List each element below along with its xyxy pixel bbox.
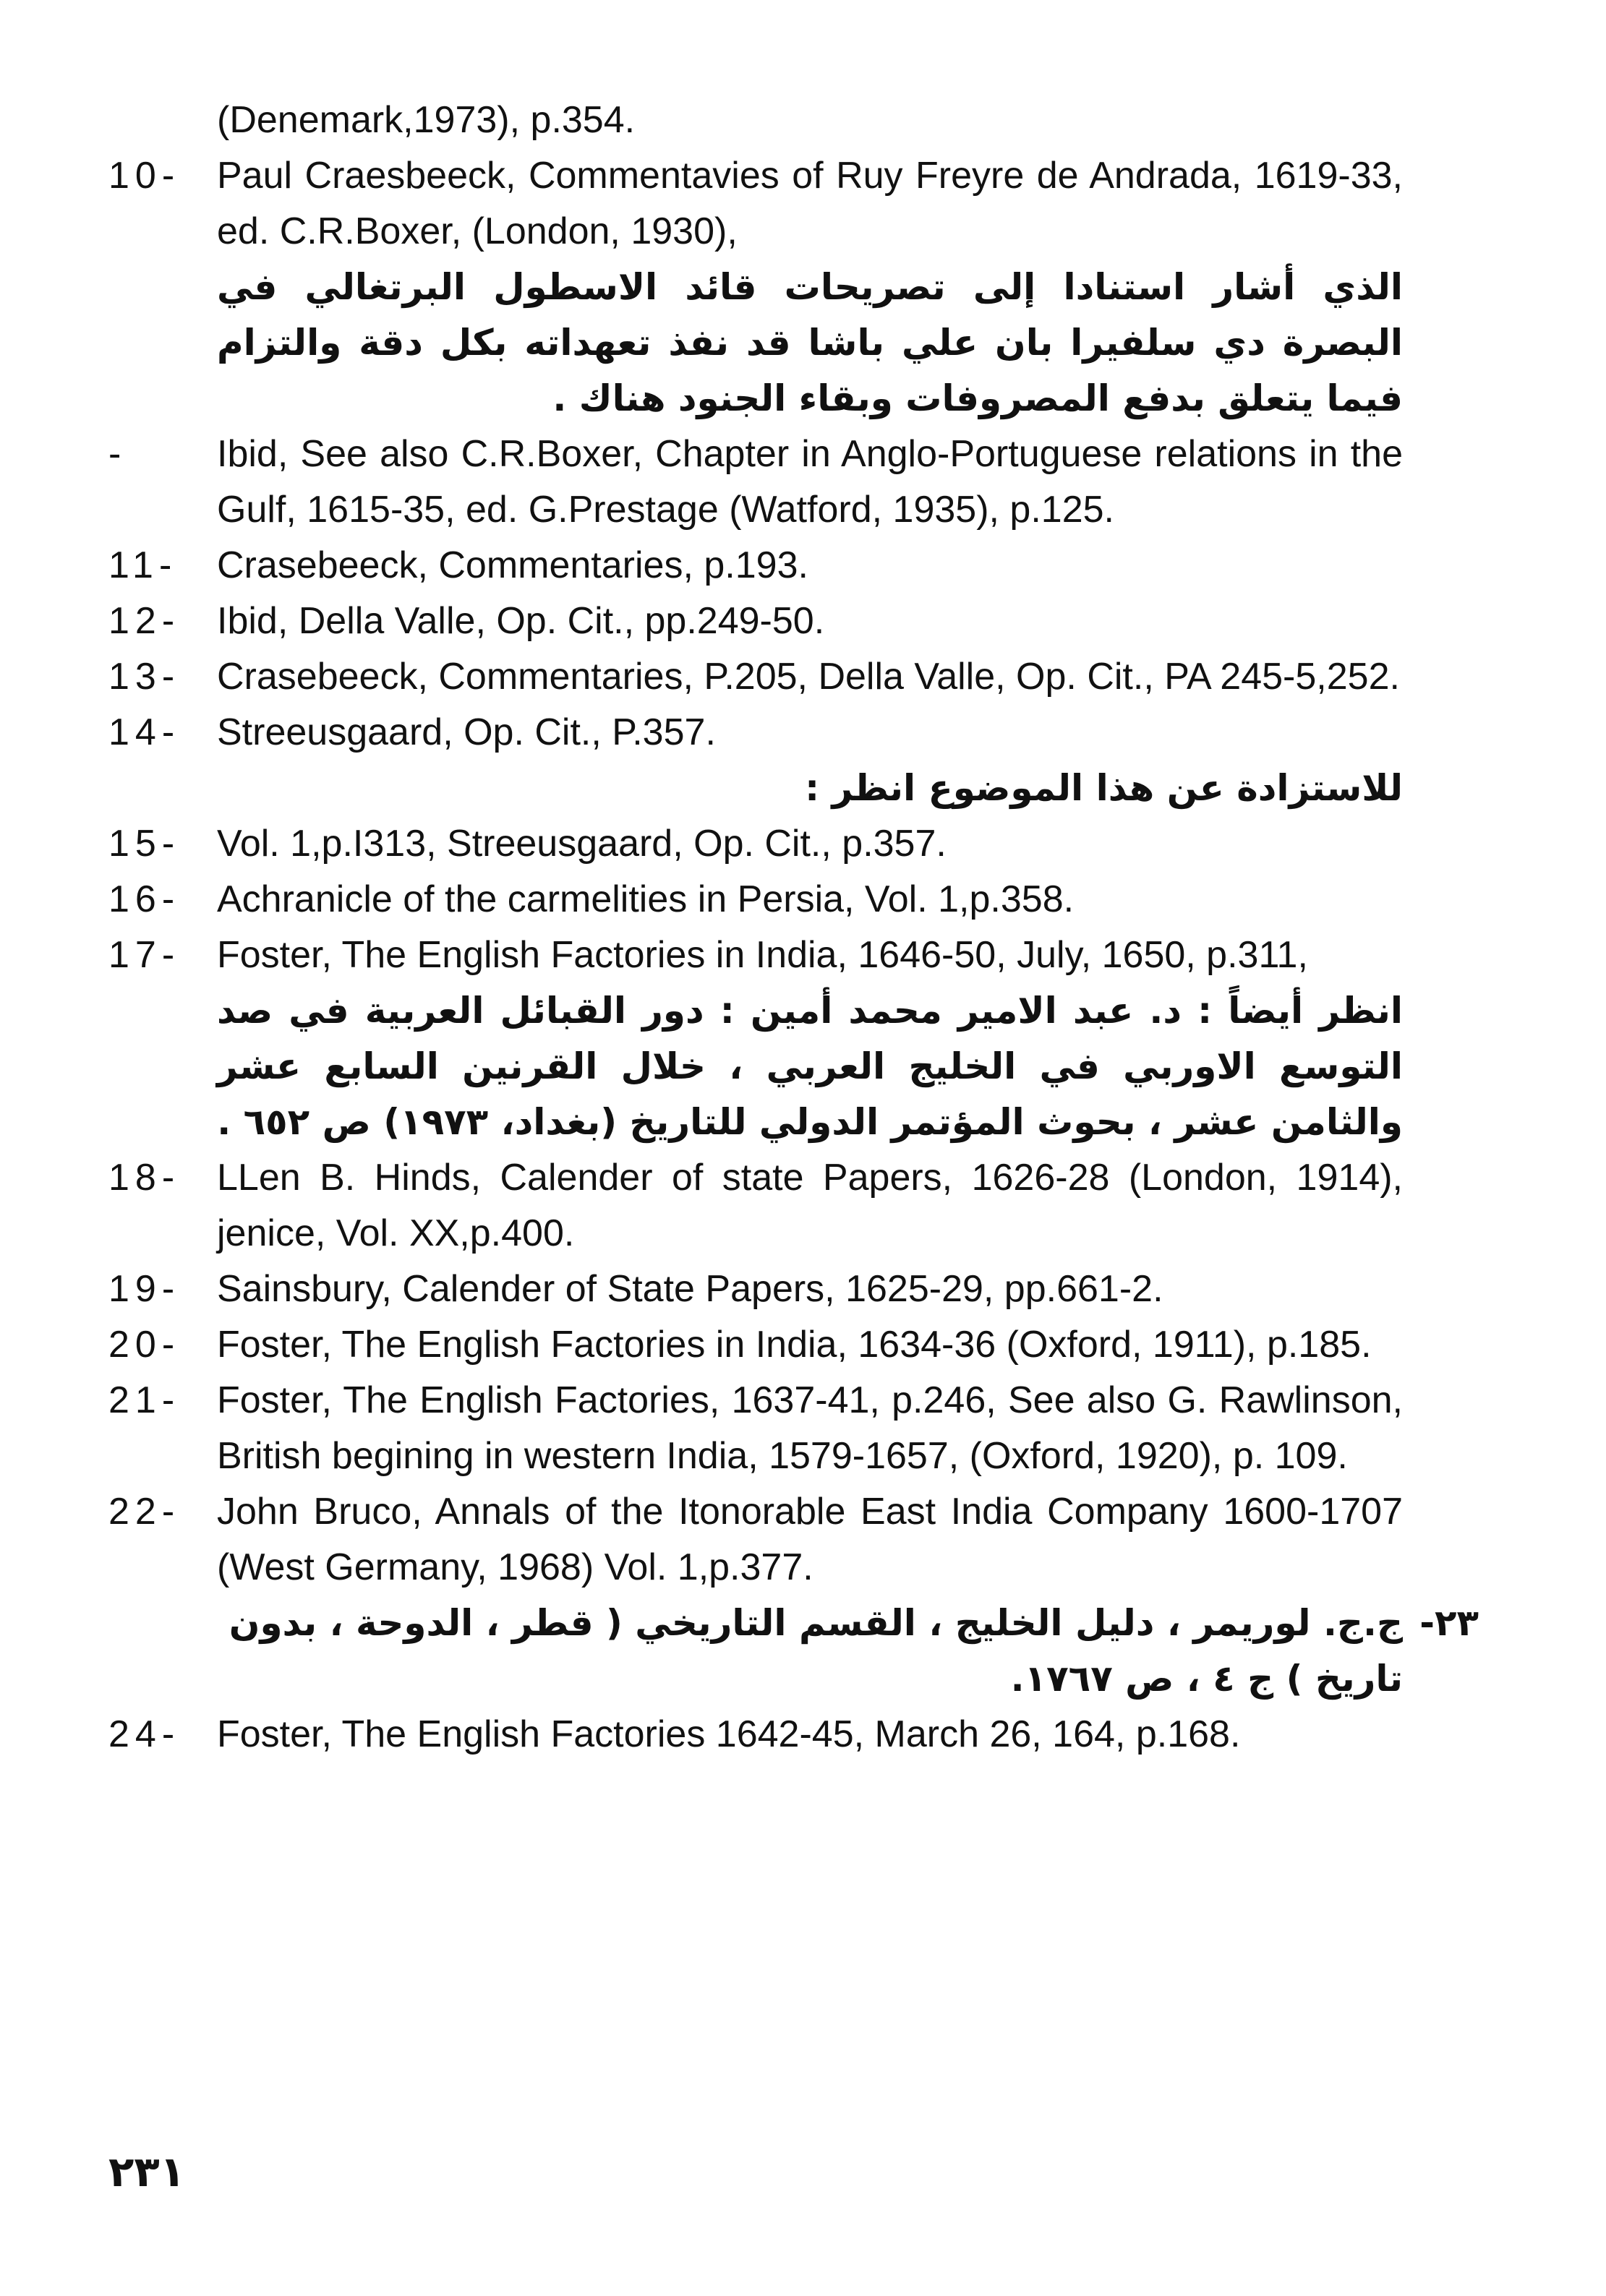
footnote-text: ج.ج. لوريمر ، دليل الخليج ، القسم التاريخي ( قطر ، الدوحة ، بدون تاريخ ) ج ٤ ، ص ١٧٦٧.	[228, 1602, 1403, 1700]
footnote-number: ٢٣-	[1419, 1602, 1479, 1644]
footnote-number: 16-	[108, 878, 181, 920]
footnote-14-arabic-heading: للاستزادة عن هذا الموضوع انظر :	[805, 767, 1403, 809]
footnote-text: Vol. 1,p.I313, Streeusgaard, Op. Cit., p.357.	[217, 823, 947, 865]
footnote-19	[108, 1261, 1403, 1317]
footnote-text: LLen B. Hinds, Calender of state Papers, 1626-28 (London, 1914), jenice, Vol. XX,p.400.	[217, 1157, 1403, 1254]
footnote-text: Foster, The English Factories 1642-45, March 26, 164, p.168.	[217, 1713, 1241, 1755]
footnote-10-arabic-note: الذي أشار استنادا إلى تصريحات قائد الاسطول البرتغالي في البصرة دي سلفيرا بان علي باشا قد نفذ تعهداته بكل دقة والتزام فيما يتعلق بدفع المصروفات وبقاء الجنود هناك .	[217, 266, 1403, 419]
footnote-number: 17-	[108, 934, 181, 976]
footnote-20	[108, 1317, 1403, 1373]
footnote-15	[108, 816, 1403, 872]
footnote-number: 24-	[108, 1713, 181, 1755]
footnote-number: 18-	[108, 1157, 181, 1199]
footnote-17-arabic-note: انظر أيضاً : د. عبد الامير محمد أمين : دور القبائل العربية في صد التوسع الاوربي في الخليج العربي ، خلال القرنين السابع عشر والثامن عشر ، بحوث المؤتمر الدولي للتاريخ (بغداد، ١٩٧٣) ص ٦٥٢ .	[217, 990, 1403, 1143]
footnote-18	[108, 1150, 1403, 1261]
footnote-14	[108, 705, 1403, 761]
footnote-text: Foster, The English Factories in India, 1646-50, July, 1650, p.311,	[217, 934, 1308, 976]
footnote-number: 22-	[108, 1491, 181, 1533]
page-number: ٢٣١	[108, 2147, 186, 2196]
footnote-text: Sainsbury, Calender of State Papers, 1625-29, pp.661-2.	[217, 1268, 1163, 1310]
footnote-number: 14-	[108, 711, 181, 753]
footnote-text: Foster, The English Factories in India, 1634-36 (Oxford, 1911), p.185.	[217, 1324, 1372, 1366]
footnote-number: 10-	[108, 155, 181, 197]
footnotes-list	[108, 93, 1479, 1762]
footnote-21	[108, 1373, 1403, 1484]
footnote-12	[108, 594, 1403, 649]
footnote-continuation	[108, 93, 1403, 148]
footnote-text: Crasebeeck, Commentaries, p.193.	[217, 544, 808, 586]
footnote-16	[108, 872, 1403, 928]
footnote-number: 11-	[108, 544, 178, 586]
footnote-22	[108, 1484, 1403, 1595]
footnote-number: 20-	[108, 1324, 181, 1366]
footnote-13	[108, 649, 1403, 705]
footnote-text: Streeusgaard, Op. Cit., P.357.	[217, 711, 716, 753]
footnote-number: 12-	[108, 600, 181, 642]
footnote-text: Achranicle of the carmelities in Persia, Vol. 1,p.358.	[217, 878, 1075, 920]
footnote-text: (Denemark,1973), p.354.	[217, 99, 636, 141]
footnote-text: Ibid, Della Valle, Op. Cit., pp.249-50.	[217, 600, 825, 642]
footnote-24	[108, 1707, 1403, 1762]
footnote-text: John Bruco, Annals of the Itonorable East India Company 1600-1707 (West Germany, 1968) Vol. 1,p.377.	[217, 1491, 1403, 1588]
footnote-23-arabic	[108, 1595, 1479, 1707]
footnote-text: Foster, The English Factories, 1637-41, p.246, See also G. Rawlinson, British begining in western India, 1579-1657, (Oxford, 1920), p. 109.	[217, 1379, 1403, 1477]
footnote-17	[108, 928, 1403, 983]
footnote-number: 13-	[108, 656, 181, 698]
footnote-10	[108, 148, 1403, 260]
footnote-text: Ibid, See also C.R.Boxer, Chapter in Anglo-Portuguese relations in the Gulf, 1615-35, ed. G.Prestage (Watford, 1935), p.125.	[217, 433, 1403, 531]
footnote-text: Crasebeeck, Commentaries, P.205, Della Valle, Op. Cit., PA 245-5,252.	[217, 656, 1400, 698]
footnote-number: 15-	[108, 823, 181, 865]
footnote-10-ibid	[108, 427, 1403, 538]
footnote-text: Paul Craesbeeck, Commentavies of Ruy Freyre de Andrada, 1619-33, ed. C.R.Boxer, (London, 1930),	[217, 155, 1403, 252]
footnote-number: 19-	[108, 1268, 181, 1310]
footnote-11	[108, 538, 1403, 594]
footnote-number: -	[108, 433, 127, 475]
footnote-number: 21-	[108, 1379, 181, 1421]
